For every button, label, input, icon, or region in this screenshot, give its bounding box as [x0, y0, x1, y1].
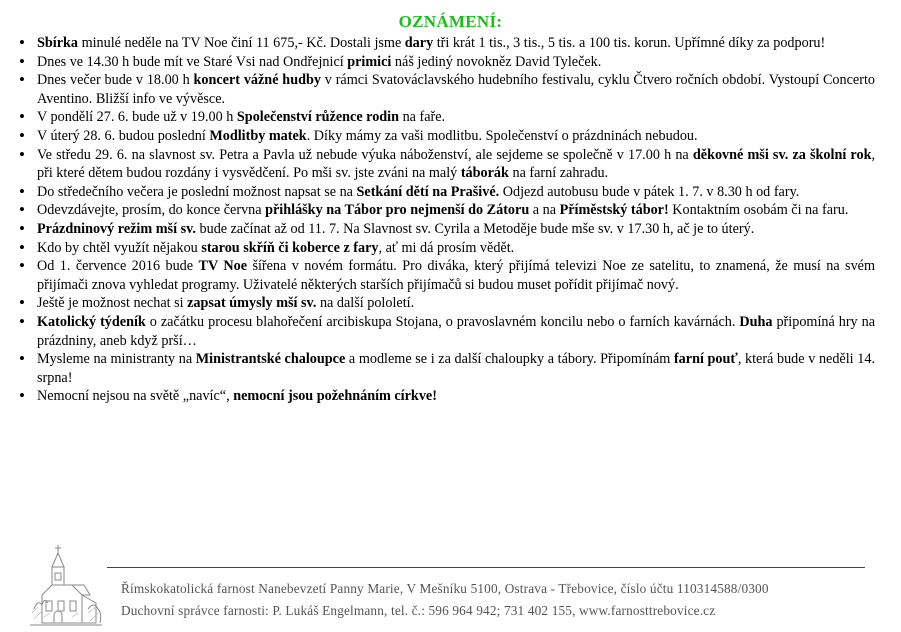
footer-contact: Duchovní správce farnosti: P. Lukáš Engelmann, tel. č.: 596 964 942; 731 402 155, www.farnosttrebovice.cz — [121, 603, 716, 618]
text: tři krát 1 tis., 3 tis., 5 tis. a 100 tis. korun. Upřímné díky za podporu! — [433, 35, 826, 51]
announcement-item — [17, 127, 875, 146]
text: připomíná hry na prázdniny, aneb když prší… — [37, 313, 875, 349]
page-title: OZNÁMENÍ: — [398, 12, 503, 31]
announcement-item — [17, 53, 875, 72]
bold-text: Ministrantské chaloupce — [195, 351, 346, 368]
announcement-item — [17, 201, 875, 220]
text: Kontaktním osobám či na faru. — [668, 202, 849, 219]
announcement-item — [17, 350, 875, 387]
text: Od 1. července 2016 bude — [37, 258, 199, 275]
bold-text: táborák — [460, 165, 509, 182]
text: Odevzdávejte, prosím, do konce června — [37, 202, 266, 219]
text: minulé neděle na TV Noe činí 11 675,- Kč. Dostali jsme — [78, 35, 405, 51]
bold-text: primici — [347, 53, 392, 70]
bold-text: farní pouť — [673, 351, 738, 368]
bold-text: TV Noe — [198, 258, 248, 275]
announcement-item — [17, 257, 875, 294]
footer-divider — [107, 567, 865, 568]
text: , při které dětem budou rozdány i vysvědčení. Po mši sv. jste zváni na malý — [37, 146, 876, 182]
bold-text: Příměstský tábor! — [559, 202, 669, 219]
text: bude začínat až od 11. 7. Na Slavnost sv. Cyrila a Metoděje bude mše sv. v 17.30 h, ač je to úterý. — [195, 220, 755, 237]
bold-text: Modlitby matek — [209, 127, 307, 144]
announcement-item — [17, 239, 875, 258]
announcement-item — [17, 108, 875, 127]
church-drawing-icon — [28, 543, 104, 629]
text: na farní zahradu. — [508, 165, 609, 182]
text: Kdo by chtěl využít nějakou — [37, 239, 202, 256]
text: o začátku procesu blahořečení arcibiskupa Stojana, o pravoslavném koncilu nebo o farních kavárnách. — [145, 313, 740, 330]
announcement-item — [17, 220, 875, 239]
text: Ještě je možnost nechat si — [37, 295, 188, 312]
text: a na — [529, 202, 560, 219]
text: Do středečního večera je poslední možnost napsat se na — [37, 183, 357, 200]
bold-text: přihlášky na Tábor pro nejmenší do Zátoru — [265, 202, 530, 219]
text: šířena v novém formátu. Pro diváka, který přijímá televizi Noe ze satelitu, to znamená, že musí na svém přijímači znova vyhledat programy. Uživatelé některých starších přijímačů si budou muset pořídit přijímač nový. — [37, 258, 876, 293]
text: na další pololetí. — [316, 295, 415, 312]
text: V pondělí 27. 6. bude už v 19.00 h — [37, 109, 237, 126]
bold-text: děkovné mši sv. za školní rok — [692, 146, 872, 163]
announcement-list — [17, 34, 875, 406]
announcement-item — [17, 146, 875, 183]
footer-address: Římskokatolická farnost Nanebevzetí Panny Marie, V Mešníku 5100, Ostrava - Třebovice, číslo účtu 110314588/0300 — [121, 581, 769, 596]
bold-text: koncert vážné hudby — [193, 72, 321, 89]
bold-text: Duha — [739, 313, 773, 330]
announcement-item — [17, 313, 875, 350]
bold-text: nemocní jsou požehnáním církve! — [233, 388, 437, 405]
text: V úterý 28. 6. budou poslední — [37, 127, 210, 144]
bold-text: starou skříň či koberce z fary — [201, 239, 379, 256]
text: Mysleme na ministranty na — [37, 351, 196, 368]
text: , která bude v neděli 14. srpna! — [37, 351, 875, 386]
text: Dnes večer bude v 18.00 h — [37, 72, 194, 89]
announcement-item — [17, 387, 875, 406]
announcement-item — [17, 71, 875, 108]
bold-text: Setkání dětí na Prašivé. — [356, 183, 500, 200]
announcement-item — [17, 294, 875, 313]
text: Dnes ve 14.30 h bude mít ve Staré Vsi nad Ondřejnicí — [37, 53, 348, 70]
bold-text: Prázdninový režim mší sv. — [37, 220, 196, 237]
bold-text: Katolický týdeník — [37, 313, 146, 330]
text: na faře. — [399, 109, 446, 126]
bold-text: Společenství růžence rodin — [236, 109, 400, 126]
bold-text: Sbírka — [37, 35, 79, 51]
text: náš jediný novokněz David Tyleček. — [391, 53, 602, 70]
text: , ať mi dá prosím vědět. — [378, 239, 515, 256]
text: . Díky mámy za vaši modlitbu. Společenství o prázdninách nebudou. — [306, 127, 698, 144]
text: Nemocní nejsou na světě „navíc“, — [37, 388, 234, 405]
announcement-item — [17, 183, 875, 202]
text: Odjezd autobusu bude v pátek 1. 7. v 8.30 h od fary. — [499, 183, 800, 200]
bold-text: dary — [404, 35, 434, 51]
bold-text: zapsat úmysly mší sv. — [187, 295, 317, 312]
text: v rámci Svatováclavského hudebního festivalu, cyklu Čtvero ročních období. Vystoupí Concerto Aventino. Bližší info ve vývěsce. — [37, 72, 875, 107]
announcement-item — [17, 34, 875, 53]
text: a modleme se i za další chaloupky a tábory. Připomínám — [345, 351, 674, 368]
text: Ve středu 29. 6. na slavnost sv. Petra a Pavla už nebude výuka náboženství, ale sejdeme se společně v 17.00 h na — [37, 146, 693, 163]
